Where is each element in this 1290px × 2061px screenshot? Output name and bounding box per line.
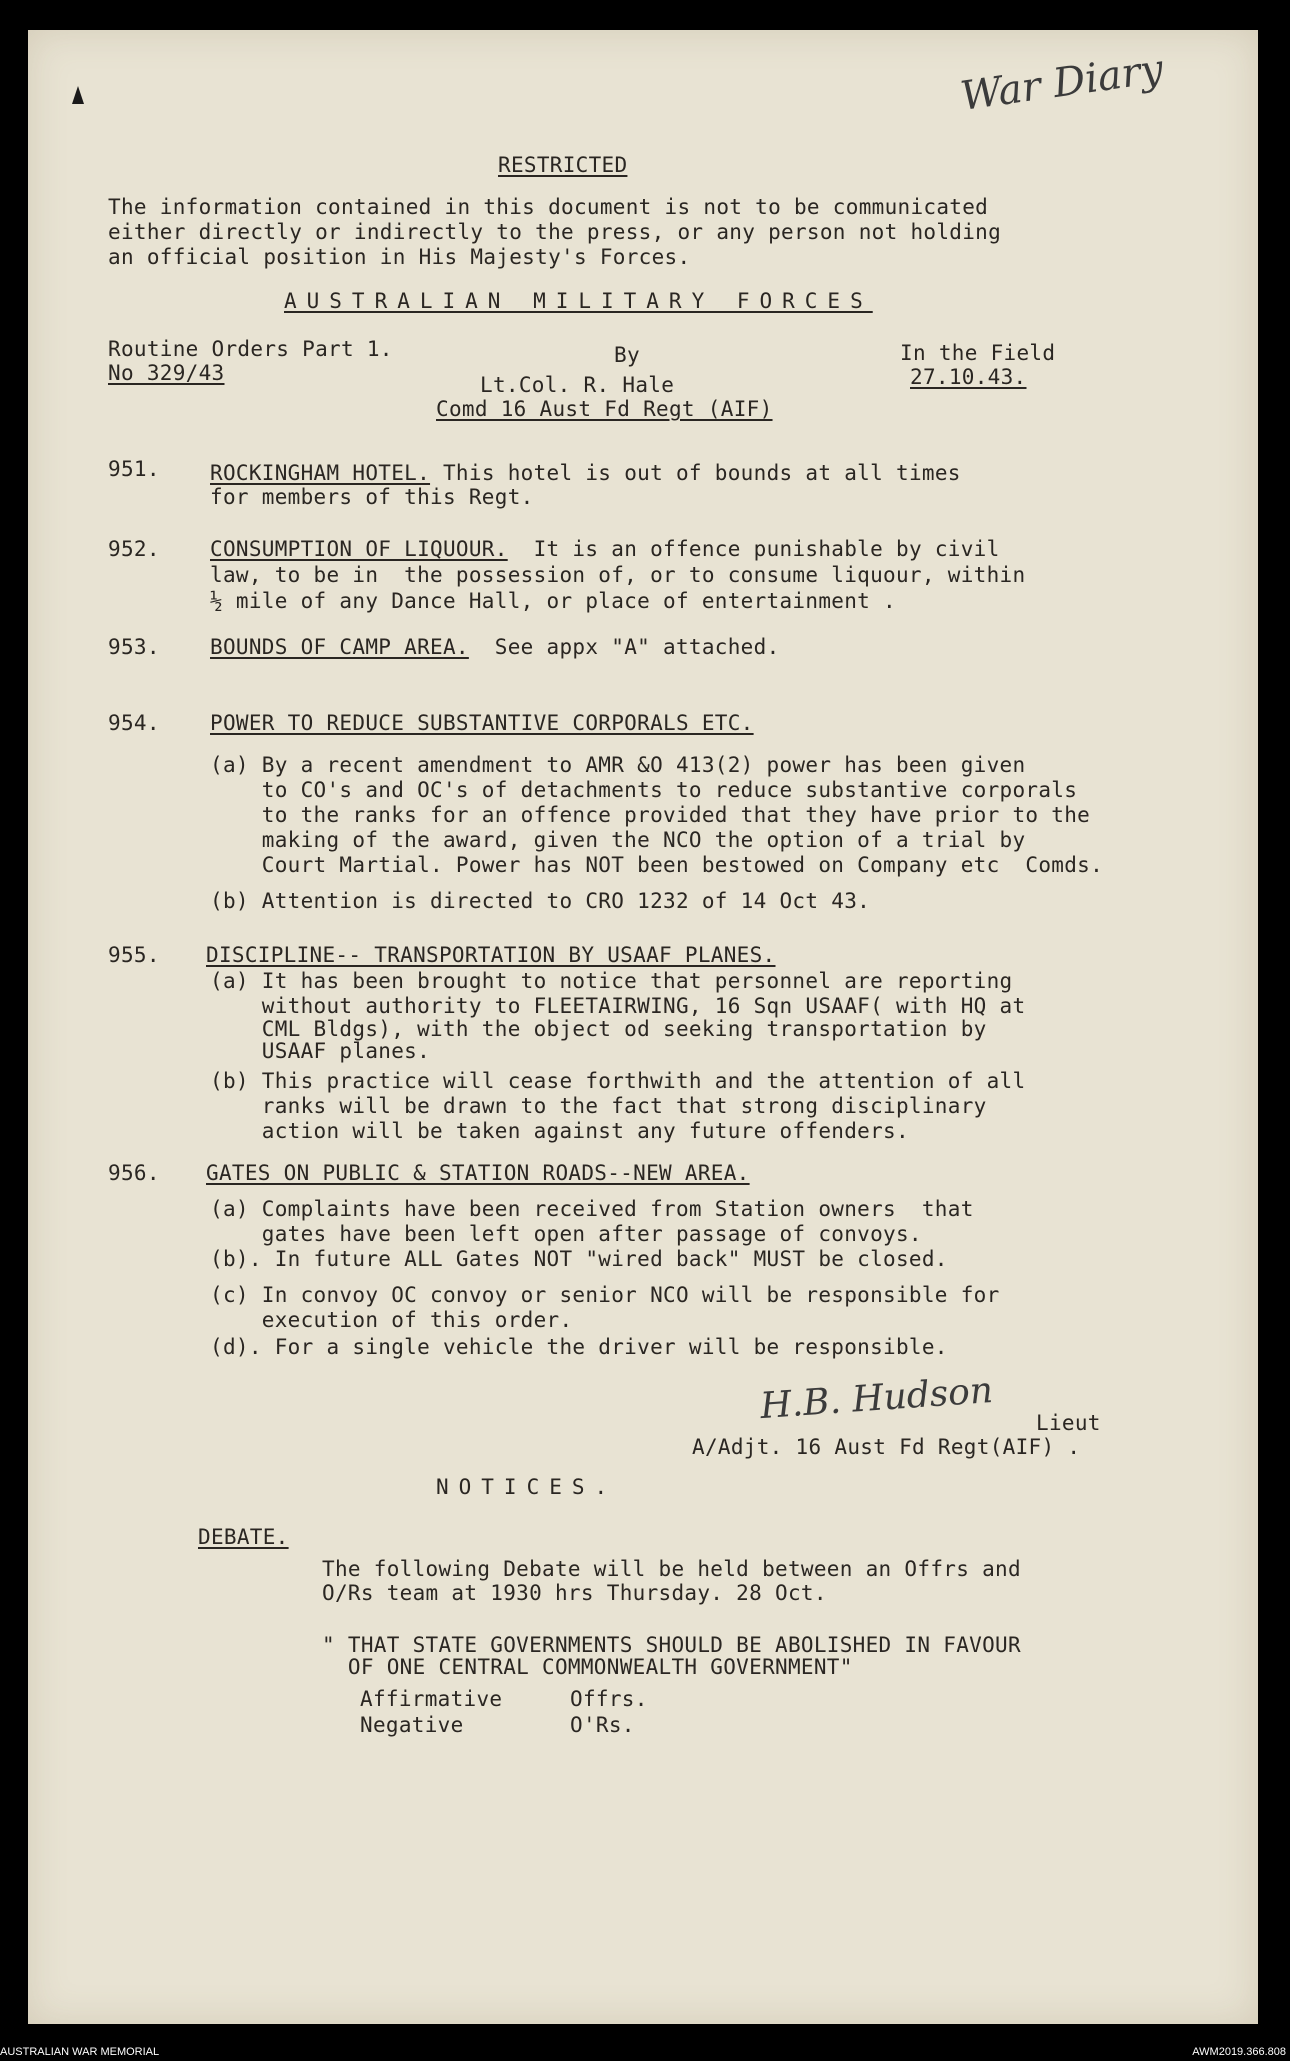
officer-name: Lt.Col. R. Hale — [480, 373, 675, 397]
order-953-first-line — [210, 634, 780, 660]
order-951-number: 951. — [108, 457, 160, 481]
order-955-line-1: (a) It has been brought to notice that personnel are reporting — [210, 969, 1013, 993]
affirmative-team: Offrs. — [570, 1687, 648, 1711]
debate-line-2: O/Rs team at 1930 hrs Thursday. 28 Oct. — [322, 1581, 827, 1605]
org-title: AUSTRALIAN MILITARY FORCES — [284, 289, 873, 313]
notices-heading: NOTICES. — [436, 1475, 618, 1499]
order-956-line-3: (b). In future ALL Gates NOT "wired back" MUST be closed. — [210, 1247, 948, 1271]
signature-appointment: A/Adjt. 16 Aust Fd Regt(AIF) . — [692, 1435, 1081, 1459]
order-956-line-4: (c) In convoy OC convoy or senior NCO will be responsible for — [210, 1283, 1000, 1307]
by-label: By — [614, 343, 640, 367]
order-954-line-5: Court Martial. Power has NOT been bestowed on Company etc Comds. — [210, 853, 1104, 877]
motion-line-1: " THAT STATE GOVERNMENTS SHOULD BE ABOLISHED IN FAVOUR — [322, 1633, 1021, 1657]
order-954-title: POWER TO REDUCE SUBSTANTIVE CORPORALS ETC. — [210, 711, 754, 735]
order-956-number: 956. — [108, 1161, 160, 1185]
footer-institution: AUSTRALIAN WAR MEMORIAL — [0, 2046, 160, 2058]
order-951-first-line — [210, 460, 961, 486]
order-955-line-4: USAAF planes. — [210, 1039, 431, 1063]
order-955-line-7: action will be taken against any future offenders. — [210, 1119, 909, 1143]
order-955-line-5: (b) This practice will cease forthwith and the attention of all — [210, 1069, 1026, 1093]
order-955-line-3: CML Bldgs), with the object od seeking transportation by — [210, 1017, 987, 1041]
order-952-line-3: ½ mile of any Dance Hall, or place of entertainment . — [210, 589, 896, 613]
affirmative-label: Affirmative — [360, 1687, 503, 1711]
order-952-line-2: law, to be in the possession of, or to consume liquour, within — [210, 563, 1026, 587]
order-951-line-2: for members of this Regt. — [210, 485, 534, 509]
order-953-text: See appx "A" attached. — [468, 635, 780, 659]
order-955-number: 955. — [108, 943, 160, 967]
order-955-title: DISCIPLINE-- TRANSPORTATION BY USAAF PLANES. — [206, 943, 776, 967]
order-951-text: This hotel is out of bounds at all times — [430, 461, 961, 485]
order-956-line-2: gates have been left open after passage of convoys. — [210, 1222, 922, 1246]
orders-number: No 329/43 — [108, 361, 225, 385]
order-954-number: 954. — [108, 711, 160, 735]
order-956-title: GATES ON PUBLIC & STATION ROADS--NEW AREA. — [206, 1161, 750, 1185]
debate-title: DEBATE. — [198, 1525, 289, 1549]
negative-team: O'Rs. — [570, 1713, 635, 1737]
corner-mark — [72, 86, 84, 104]
place: In the Field — [900, 341, 1056, 365]
signature: H.B. Hudson — [758, 1369, 995, 1428]
order-954-line-4: making of the award, given the NCO the option of a trial by — [210, 828, 1026, 852]
order-954-line-2: to CO's and OC's of detachments to reduce substantive corporals — [210, 778, 1078, 802]
signature-rank: Lieut — [1036, 1411, 1101, 1435]
order-952-title: CONSUMPTION OF LIQUOUR. — [210, 537, 508, 561]
command-line: Comd 16 Aust Fd Regt (AIF) — [436, 397, 773, 421]
notice-line-3: an official position in His Majesty's Forces. — [108, 245, 691, 269]
order-952-number: 952. — [108, 537, 160, 561]
notice-line-1: The information contained in this document is not to be communicated — [108, 195, 989, 219]
date: 27.10.43. — [910, 365, 1027, 389]
order-952-first-line — [210, 536, 1000, 562]
notice-line-2: either directly or indirectly to the press, or any person not holding — [108, 220, 1002, 244]
order-956-line-5: execution of this order. — [210, 1308, 573, 1332]
order-953-number: 953. — [108, 635, 160, 659]
order-954-line-1: (a) By a recent amendment to AMR &O 413(2) power has been given — [210, 753, 1026, 777]
negative-label: Negative — [360, 1713, 464, 1737]
order-955-line-6: ranks will be drawn to the fact that strong disciplinary — [210, 1094, 987, 1118]
order-955-line-2: without authority to FLEETAIRWING, 16 Sqn USAAF( with HQ at — [210, 994, 1026, 1018]
debate-line-1: The following Debate will be held between an Offrs and — [322, 1557, 1021, 1581]
order-952-text: It is an offence punishable by civil — [507, 537, 1000, 561]
handwritten-note: War Diary — [957, 46, 1166, 120]
order-954-line-6: (b) Attention is directed to CRO 1232 of 14 Oct 43. — [210, 889, 871, 913]
motion-line-2: OF ONE CENTRAL COMMONWEALTH GOVERNMENT" — [322, 1655, 853, 1679]
order-953-title: BOUNDS OF CAMP AREA. — [210, 635, 469, 659]
order-954-line-3: to the ranks for an offence provided that they have prior to the — [210, 803, 1091, 827]
order-956-line-1: (a) Complaints have been received from Station owners that — [210, 1197, 974, 1221]
orders-label: Routine Orders Part 1. — [108, 337, 393, 361]
classification: RESTRICTED — [498, 153, 628, 177]
order-956-line-6: (d). For a single vehicle the driver will be responsible. — [210, 1335, 948, 1359]
order-951-title: ROCKINGHAM HOTEL. — [210, 461, 431, 485]
footer-accession: AWM2019.366.808 — [1192, 2046, 1286, 2058]
